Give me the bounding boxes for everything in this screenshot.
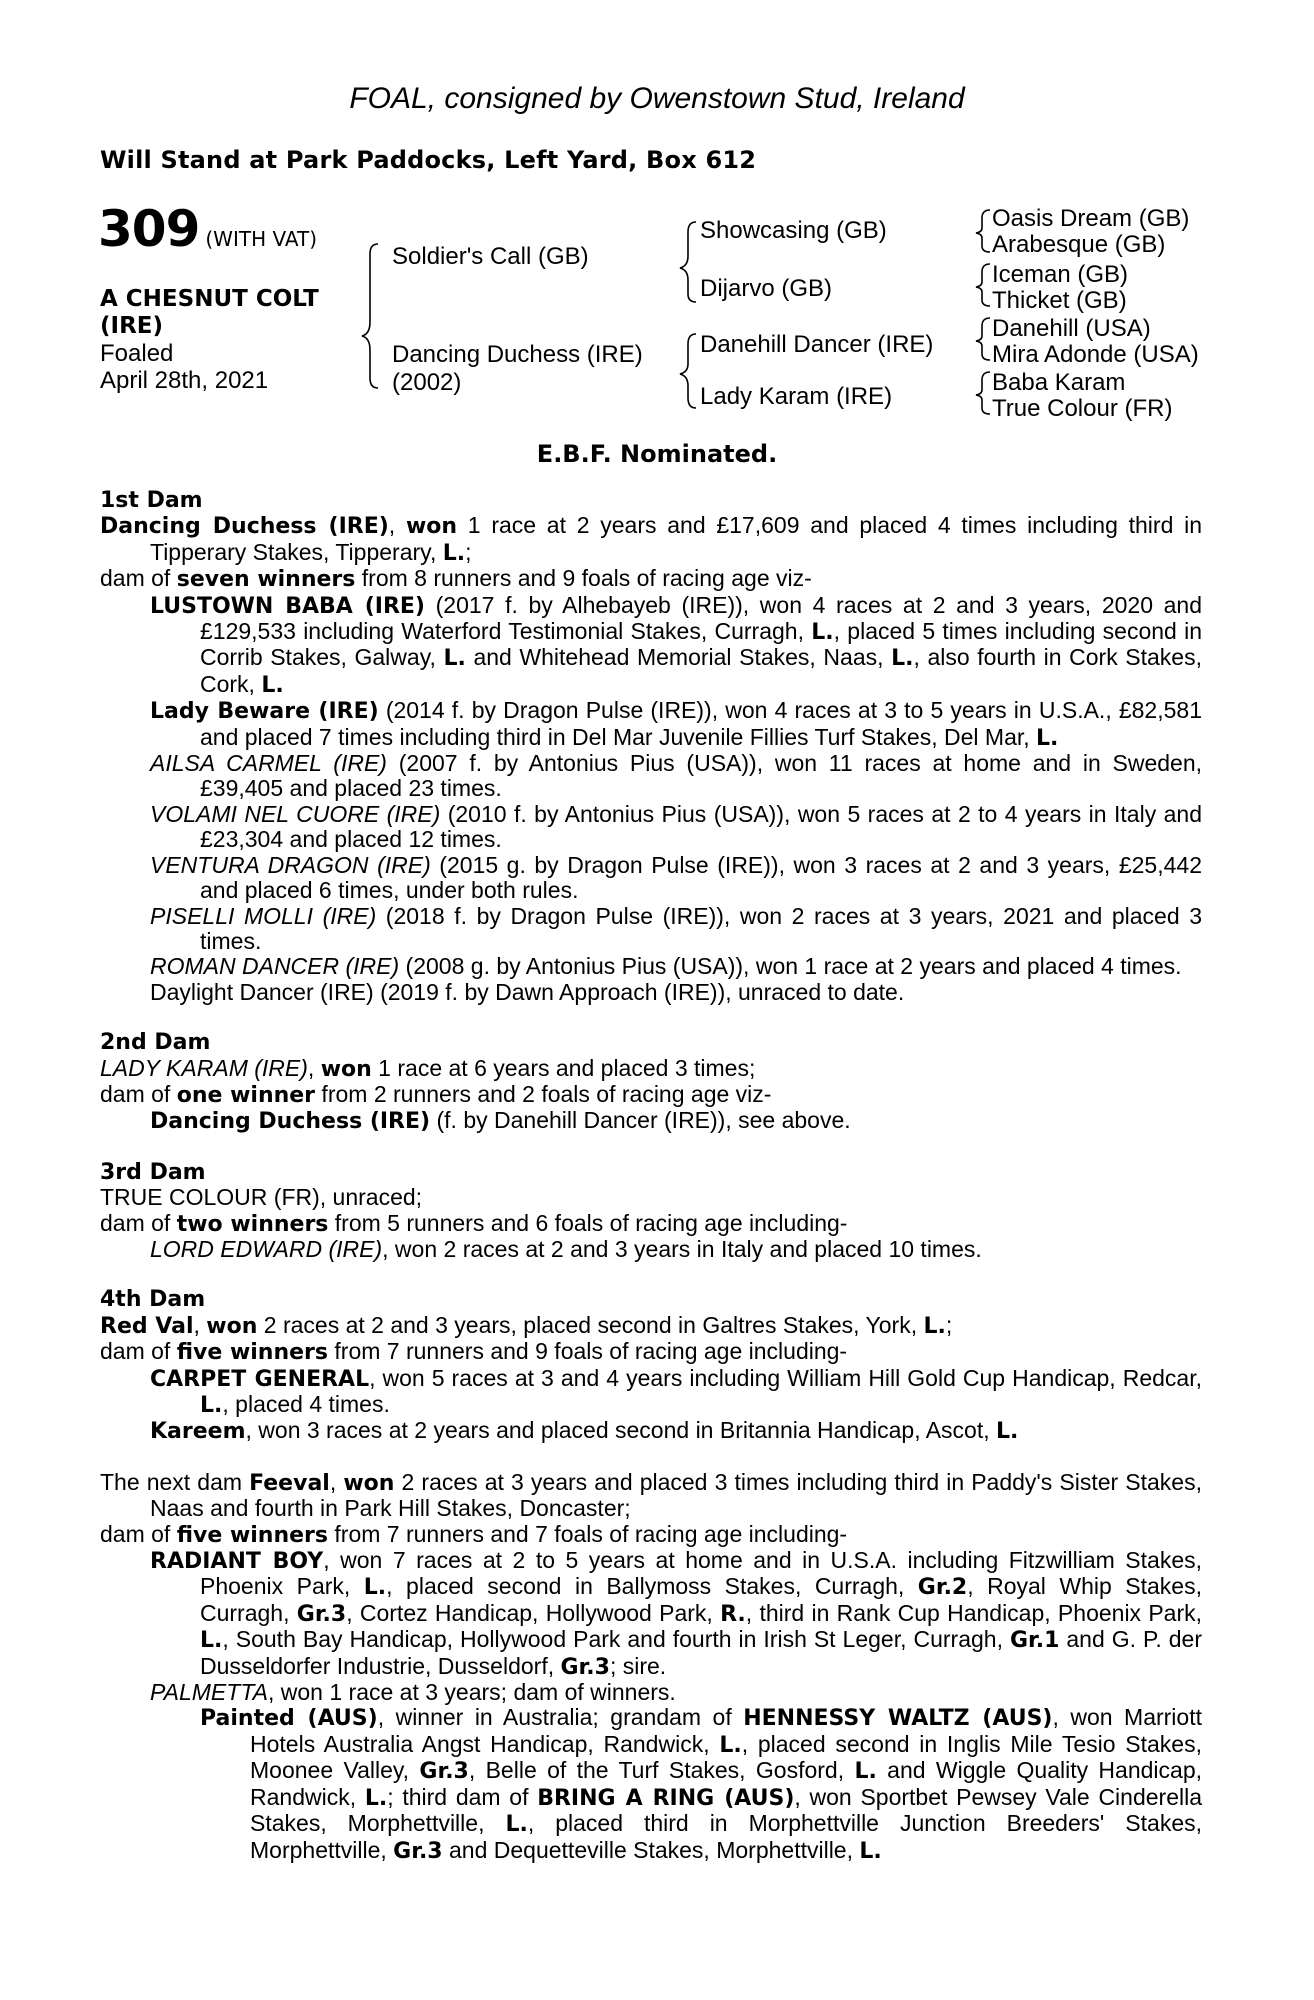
race-grade: L. [1036,725,1059,751]
race-grade: Gr.1 [1009,1628,1060,1654]
race-grade: Gr.3 [296,1601,347,1627]
progeny-entry [100,1418,1202,1444]
horse-name: Painted (AUS) [200,1706,378,1732]
text: and Wiggle Quality Handicap, Randwick, [250,1757,1202,1810]
text: , winner in Australia; grandam of [377,1704,744,1731]
text: two winners [176,1211,329,1237]
text: ; [465,538,472,565]
text: from 5 runners and 6 foals of racing age including- [328,1209,848,1236]
text: one winner [176,1082,316,1108]
text: ; [945,1311,953,1338]
text: dam of [100,1520,177,1547]
gg-6: Mira Adonde (USA) [992,341,1199,368]
section-title: 3rd Dam [100,1159,206,1185]
colt-origin: (IRE) [100,313,164,339]
dam-line [100,513,1202,566]
text: , won 3 races at 2 years and placed second in Britannia Handicap, Ascot, [245,1417,997,1444]
text: ; third dam of [387,1783,538,1810]
progeny-entry [100,853,1202,904]
third-dam-section [100,1160,1202,1263]
text: , South Bay Handicap, Hollywood Park and fourth in Irish St Leger, Curragh, [222,1626,1010,1653]
section-title: 1st Dam [100,488,203,513]
brace-sire [680,222,696,302]
gg-2: Arabesque (GB) [992,231,1166,258]
race-grade: Gr.3 [560,1654,610,1680]
sire-dam: Dijarvo (GB) [700,275,833,302]
horse-name: CARPET GENERAL [150,1366,370,1392]
foaled-label: Foaled [100,340,174,367]
text: 1 race at 2 years and £17,609 and placed 4 times including third in Tipperary Stakes, Tipperary, [150,512,1202,565]
vat-note: (WITH VAT) [205,227,318,251]
text: , won 1 race at 3 years; dam of winners. [268,1679,676,1706]
text: , [307,1054,321,1081]
text: , won Marriott Hotels Australia Angst Handicap, Randwick, [250,1704,1202,1757]
gg-1: Oasis Dream (GB) [992,205,1190,232]
text: five winners [176,1522,329,1548]
race-grade: L. [719,1732,742,1758]
progeny-summary [100,1082,1202,1108]
race-grade: L. [854,1759,877,1785]
horse-name: ROMAN DANCER (IRE) [150,953,400,980]
stand-location: Will Stand at Park Paddocks, Left Yard, Box 612 [100,146,757,174]
text: (2008 g. by Antonius Pius (USA)), won 1 race at 2 years and placed 4 times. [399,953,1182,980]
horse-name: Feeval [249,1470,330,1496]
text: dam of [100,565,177,592]
race-grade: L. [505,1812,528,1838]
text: (2014 f. by Dragon Pulse (IRE)), won 4 races at 3 to 5 years in U.S.A., £82,581 and placed 7 times including third in Del Mar Juvenile Fillies Turf Stakes, Del Mar, [200,697,1202,750]
text: , placed second in Ballymoss Stakes, Curragh, [386,1573,918,1600]
horse-name: BRING A RING (AUS) [537,1785,795,1811]
horse-name: HENNESSY WALTZ (AUS) [743,1706,1053,1732]
sire-sire: Showcasing (GB) [700,217,887,244]
text: dam of [100,1080,177,1107]
text: , [388,512,406,539]
text: , third in Rank Cup Handicap, Phoenix Park, [745,1599,1203,1626]
first-dam-section [100,488,1202,1005]
text: won [206,1313,258,1339]
text: , also fourth in Cork Stakes, Cork, [200,644,1202,697]
race-grade: L. [811,620,834,646]
text: 2 races at 3 years and placed 3 times including third in Paddy's Sister Stakes, Naas and fourth in Park Hill Stakes, Doncaster; [150,1468,1202,1522]
dam-dam: Lady Karam (IRE) [700,383,893,410]
text: , won 2 races at 2 and 3 years in Italy and placed 10 times. [382,1235,982,1262]
dam-line: TRUE COLOUR (FR), unraced; [100,1184,423,1211]
brace-g2 [976,264,990,306]
text: five winners [176,1340,329,1366]
text: , Royal Whip Stakes, Curragh, [200,1573,1202,1626]
text: (2018 f. by Dragon Pulse (IRE)), won 2 races at 3 years, 2021 and placed 3 times. [200,902,1202,954]
text: , won Sportbet Pewsey Vale Cinderella Stakes, Morphettville, [250,1783,1202,1837]
progeny-summary [100,1522,1202,1548]
horse-name: Lady Beware (IRE) [150,699,379,725]
race-grade: L. [443,646,466,672]
horse-name: PISELLI MOLLI (IRE) [150,902,377,929]
dam-line [100,1313,1202,1339]
progeny-summary [100,1211,1202,1237]
progeny-entry [100,1705,1202,1863]
second-dam-section [100,1030,1202,1135]
fourth-dam-section [100,1287,1202,1444]
progeny-entry [100,802,1202,853]
dam-line [100,1056,1202,1082]
ebf-nominated: E.B.F. Nominated. [536,440,778,468]
gg-3: Iceman (GB) [992,261,1129,288]
race-grade: Gr.3 [393,1838,443,1864]
text: dam of [100,1209,177,1236]
race-grade: L. [200,1393,223,1418]
text: won [405,514,458,540]
gg-4: Thicket (GB) [992,287,1127,314]
progeny-entry [100,593,1202,699]
race-grade: R. [720,1601,746,1627]
text: from 8 runners and 9 foals of racing age viz- [355,565,812,592]
progeny-entry [100,1366,1202,1419]
catalogue-body [100,488,1202,1864]
text: , won 7 races at 2 to 5 years at home and in U.S.A. including Fitzwilliam Stakes, Phoenix Park, [200,1547,1202,1600]
progeny-entry [100,751,1202,802]
progeny-entry [100,1680,1202,1705]
progeny-entry [100,1237,1202,1262]
progeny-summary [100,1339,1202,1365]
dam-year: (2002) [392,369,462,396]
foaled-date: April 28th, 2021 [100,367,269,394]
race-grade: L. [200,1628,223,1654]
text: , [193,1311,207,1338]
colt-desc: A CHESNUT COLT [100,286,319,312]
text: , Belle of the Turf Stakes, Gosford, [468,1757,855,1784]
brace-main [362,244,378,388]
race-grade: L. [442,540,466,566]
text: from 2 runners and 2 foals of racing age viz- [315,1080,772,1107]
dam-sire: Danehill Dancer (IRE) [700,331,934,358]
text: 1 race at 6 years and placed 3 times; [371,1054,756,1081]
brace-dam [680,334,696,408]
dam-line [100,1470,1202,1522]
race-grade: L. [891,646,914,672]
text: , [329,1468,344,1495]
text: won [343,1470,395,1496]
race-grade: L. [923,1313,946,1339]
text: , placed 4 times. [222,1391,390,1417]
horse-name: VENTURA DRAGON (IRE) [150,851,431,878]
text: (2007 f. by Antonius Pius (USA)), won 11 races at home and in Sweden, £39,405 and placed 23 times. [200,750,1203,802]
section-title: 4th Dam [100,1287,206,1313]
horse-name: Red Val [100,1313,194,1339]
progeny-entry: Daylight Dancer (IRE) (2019 f. by Dawn Approach (IRE)), unraced to date. [150,978,905,1005]
gg-7: Baba Karam [992,369,1126,396]
text: , Cortez Handicap, Hollywood Park, [346,1599,721,1626]
dam: Dancing Duchess (IRE) [392,341,643,368]
progeny-entry [100,954,1202,979]
race-grade: L. [859,1838,882,1864]
brace-g4 [976,372,990,414]
text: , won 5 races at 3 and 4 years including William Hill Gold Cup Handicap, Redcar, [369,1364,1202,1391]
horse-name: Kareem [150,1419,246,1445]
gg-8: True Colour (FR) [992,395,1173,422]
race-grade: L. [364,1785,388,1811]
progeny-entry [100,904,1202,955]
horse-name: LADY KARAM (IRE) [100,1054,308,1081]
horse-name: RADIANT BOY [150,1549,324,1575]
horse-name: VOLAMI NEL CUORE (IRE) [150,800,441,827]
text: and Whitehead Memorial Stakes, Naas, [465,644,892,671]
text: (f. by Danehill Dancer (IRE)), see above. [430,1107,851,1134]
text: , placed second in Inglis Mile Tesio Stakes, Moonee Valley, [250,1730,1202,1784]
text: seven winners [176,567,356,593]
horse-name: LUSTOWN BABA (IRE) [150,593,425,619]
progeny-entry [100,698,1202,751]
text: ; sire. [609,1652,667,1679]
text: and Dequetteville Stakes, Morphettville, [442,1836,860,1863]
text: , placed 5 times including second in Corrib Stakes, Galway, [200,618,1202,671]
text: , placed third in Morphettville Junction Breeders' Stakes, Morphettville, [250,1810,1203,1863]
text: (2010 f. by Antonius Pius (USA)), won 5 races at 2 to 4 years in Italy and £23,304 and placed 12 times. [200,800,1202,853]
horse-name: AILSA CARMEL (IRE) [150,750,387,777]
section-title: 2nd Dam [100,1030,211,1056]
text: from 7 runners and 7 foals of racing age including- [328,1520,848,1547]
text: The next dam [100,1468,250,1495]
horse-name: Dancing Duchess (IRE) [150,1109,431,1135]
text: (2017 f. by Alhebayeb (IRE)), won 4 races at 2 and 3 years, 2020 and £129,533 including Waterford Testimonial Stakes, Curragh, [200,591,1202,645]
text: 2 races at 2 and 3 years, placed second in Galtres Stakes, York, [257,1311,924,1338]
brace-g1 [976,210,990,252]
next-dam-section [100,1470,1202,1864]
race-grade: L. [261,672,284,698]
progeny-entry [100,1108,1202,1134]
text: from 7 runners and 9 foals of racing age including- [328,1338,848,1365]
horse-name: LORD EDWARD (IRE) [150,1235,383,1262]
race-grade: L. [996,1419,1019,1445]
text: (2015 g. by Dragon Pulse (IRE)), won 3 races at 2 and 3 years, £25,442 and placed 6 times, under both rules. [200,851,1202,904]
gg-5: Danehill (USA) [992,315,1151,342]
race-grade: L. [363,1575,387,1601]
progeny-summary [100,566,1202,592]
race-grade: Gr.2 [917,1575,968,1601]
consignor-heading: FOAL, consigned by Owenstown Stud, Ireland [349,82,965,115]
horse-name: PALMETTA [150,1679,268,1706]
horse-name: Dancing Duchess (IRE) [100,514,389,540]
text: won [320,1056,372,1082]
race-grade: Gr.3 [419,1759,469,1785]
brace-g3 [976,318,990,360]
text: and G. P. der Dusseldorfer Industrie, Dusseldorf, [200,1626,1202,1679]
progeny-entry [100,1548,1202,1680]
lot-number: 309 [98,200,200,258]
text: dam of [100,1338,177,1365]
sire: Soldier's Call (GB) [392,243,589,270]
